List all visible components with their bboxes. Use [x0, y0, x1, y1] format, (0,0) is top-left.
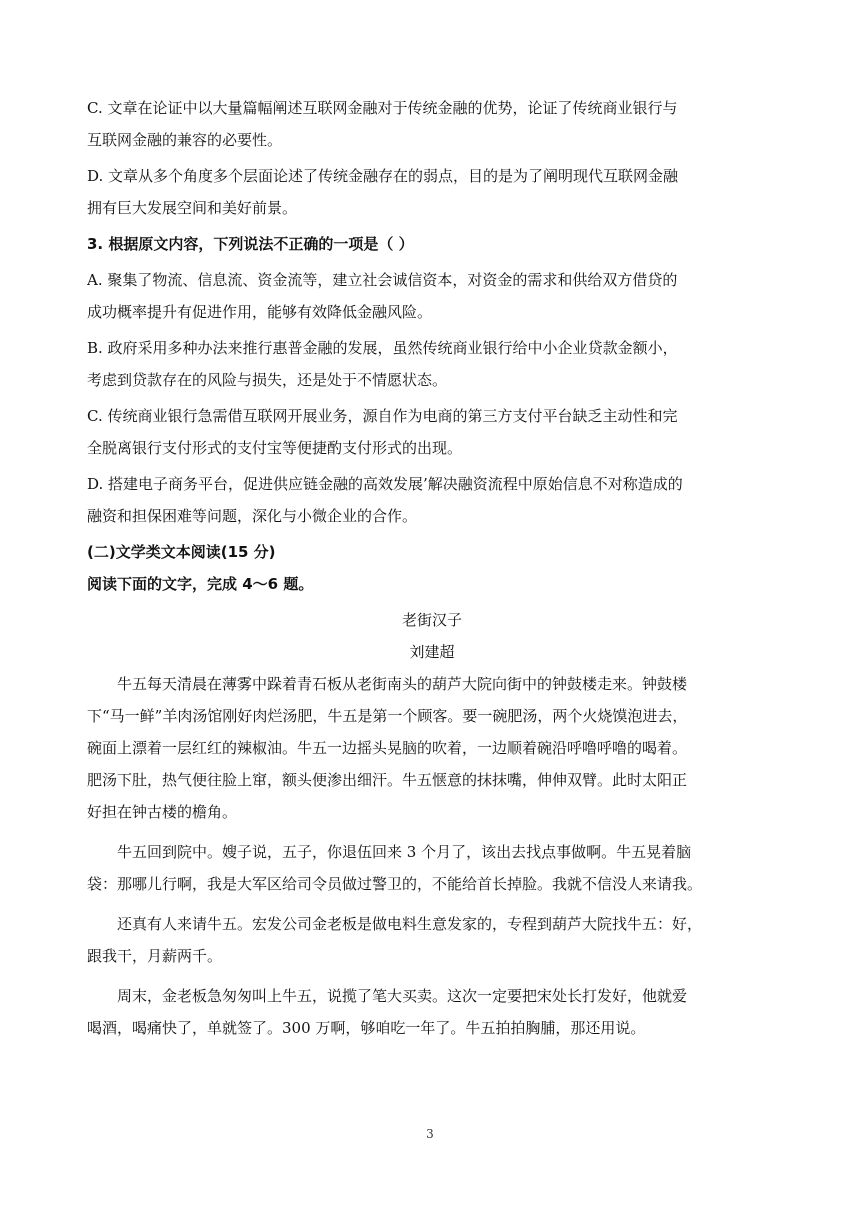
text-line: D. 搭建电子商务平台，促进供应链金融的高效发展’解决融资流程中原始信息不对称造成的 — [87, 475, 683, 493]
text-line: 考虑到贷款存在的风险与损失，还是处于不情愿状态。 — [87, 371, 448, 389]
text-line: 碗面上漂着一层红红的辣椒油。牛五一边摇头晃脑的吹着，一边顺着碗沿呼噜呼噜的喝着。 — [87, 739, 688, 757]
story-title: 老街汉子 — [401, 611, 462, 629]
text-line: A. 聚集了物流、信息流、资金流等，建立社会诚信资本，对资金的需求和供给双方借贷的 — [87, 271, 678, 289]
story-paragraph-1 — [87, 668, 777, 828]
text-line: B. 政府采用多种办法来推行惠普金融的发展，虽然传统商业银行给中小企业贷款金额小， — [87, 339, 678, 357]
story-author: 刘建超 — [409, 643, 455, 661]
text-line: 牛五每天清晨在薄雾中跺着青石板从老街南头的葫芦大院向街中的钟鼓楼走来。钟鼓楼 — [117, 675, 688, 693]
question3-option-b — [87, 332, 777, 396]
text-line: D. 文章从多个角度多个层面论述了传统金融存在的弱点，目的是为了阐明现代互联网金融 — [87, 167, 679, 185]
text-line: 袋：那哪儿行啊，我是大军区给司令员做过警卫的，不能给首长掉脸。我就不信没人来请我。 — [87, 875, 703, 893]
document-body — [87, 92, 777, 1044]
section-heading: (二)文学类文本阅读(15 分) — [87, 543, 276, 561]
text-line: 牛五回到院中。嫂子说，五子，你退伍回来 3 个月了，该出去找点事做啊。牛五晃着脑 — [117, 843, 692, 861]
question3-title: 3. 根据原文内容，下列说法不正确的一项是（ ） — [87, 235, 414, 253]
page-number: 3 — [426, 1127, 434, 1141]
story-paragraph-2 — [87, 836, 777, 900]
text-line: 好担在钟古楼的檐角。 — [87, 803, 238, 821]
question3-option-c — [87, 400, 777, 464]
question2-option-d — [87, 160, 777, 224]
text-line: 跟我干，月薪两千。 — [87, 947, 223, 965]
story-paragraph-3 — [87, 908, 777, 972]
text-line: 互联网金融的兼容的必要性。 — [87, 131, 283, 149]
text-line: C. 文章在论证中以大量篇幅阐述互联网金融对于传统金融的优势，论证了传统商业银行与 — [87, 99, 678, 117]
text-line: 拥有巨大发展空间和美好前景。 — [87, 199, 298, 217]
text-line: C. 传统商业银行急需借互联网开展业务，源自作为电商的第三方支付平台缺乏主动性和完 — [87, 407, 678, 425]
text-line: 成功概率提升有促进作用，能够有效降低金融风险。 — [87, 303, 433, 321]
text-line: 喝酒，喝痛快了，单就签了。300 万啊，够咱吃一年了。牛五拍拍胸脯，那还用说。 — [87, 1019, 646, 1037]
text-line: 下“马一鲜”羊肉汤馆刚好肉烂汤肥，牛五是第一个顾客。要一碗肥汤，两个火烧馍泡进去， — [87, 707, 688, 725]
question3-option-a — [87, 264, 777, 328]
text-line: 融资和担保困难等问题，深化与小微企业的合作。 — [87, 507, 418, 525]
text-line: 还真有人来请牛五。宏发公司金老板是做电料生意发家的，专程到葫芦大院找牛五：好， — [117, 915, 703, 933]
text-line: 周末，金老板急匆匆叫上牛五，说揽了笔大买卖。这次一定要把宋处长打发好，他就爱 — [117, 987, 688, 1005]
section-instruction: 阅读下面的文字，完成 4～6 题。 — [87, 575, 314, 593]
text-line: 全脱离银行支付形式的支付宝等便捷酌支付形式的出现。 — [87, 439, 463, 457]
text-line: 肥汤下肚，热气便往脸上窜，额头便渗出细汗。牛五惬意的抹抹嘴，伸伸双臂。此时太阳正 — [87, 771, 688, 789]
question2-option-c — [87, 92, 777, 156]
story-paragraph-4 — [87, 980, 777, 1044]
question3-option-d — [87, 468, 777, 532]
